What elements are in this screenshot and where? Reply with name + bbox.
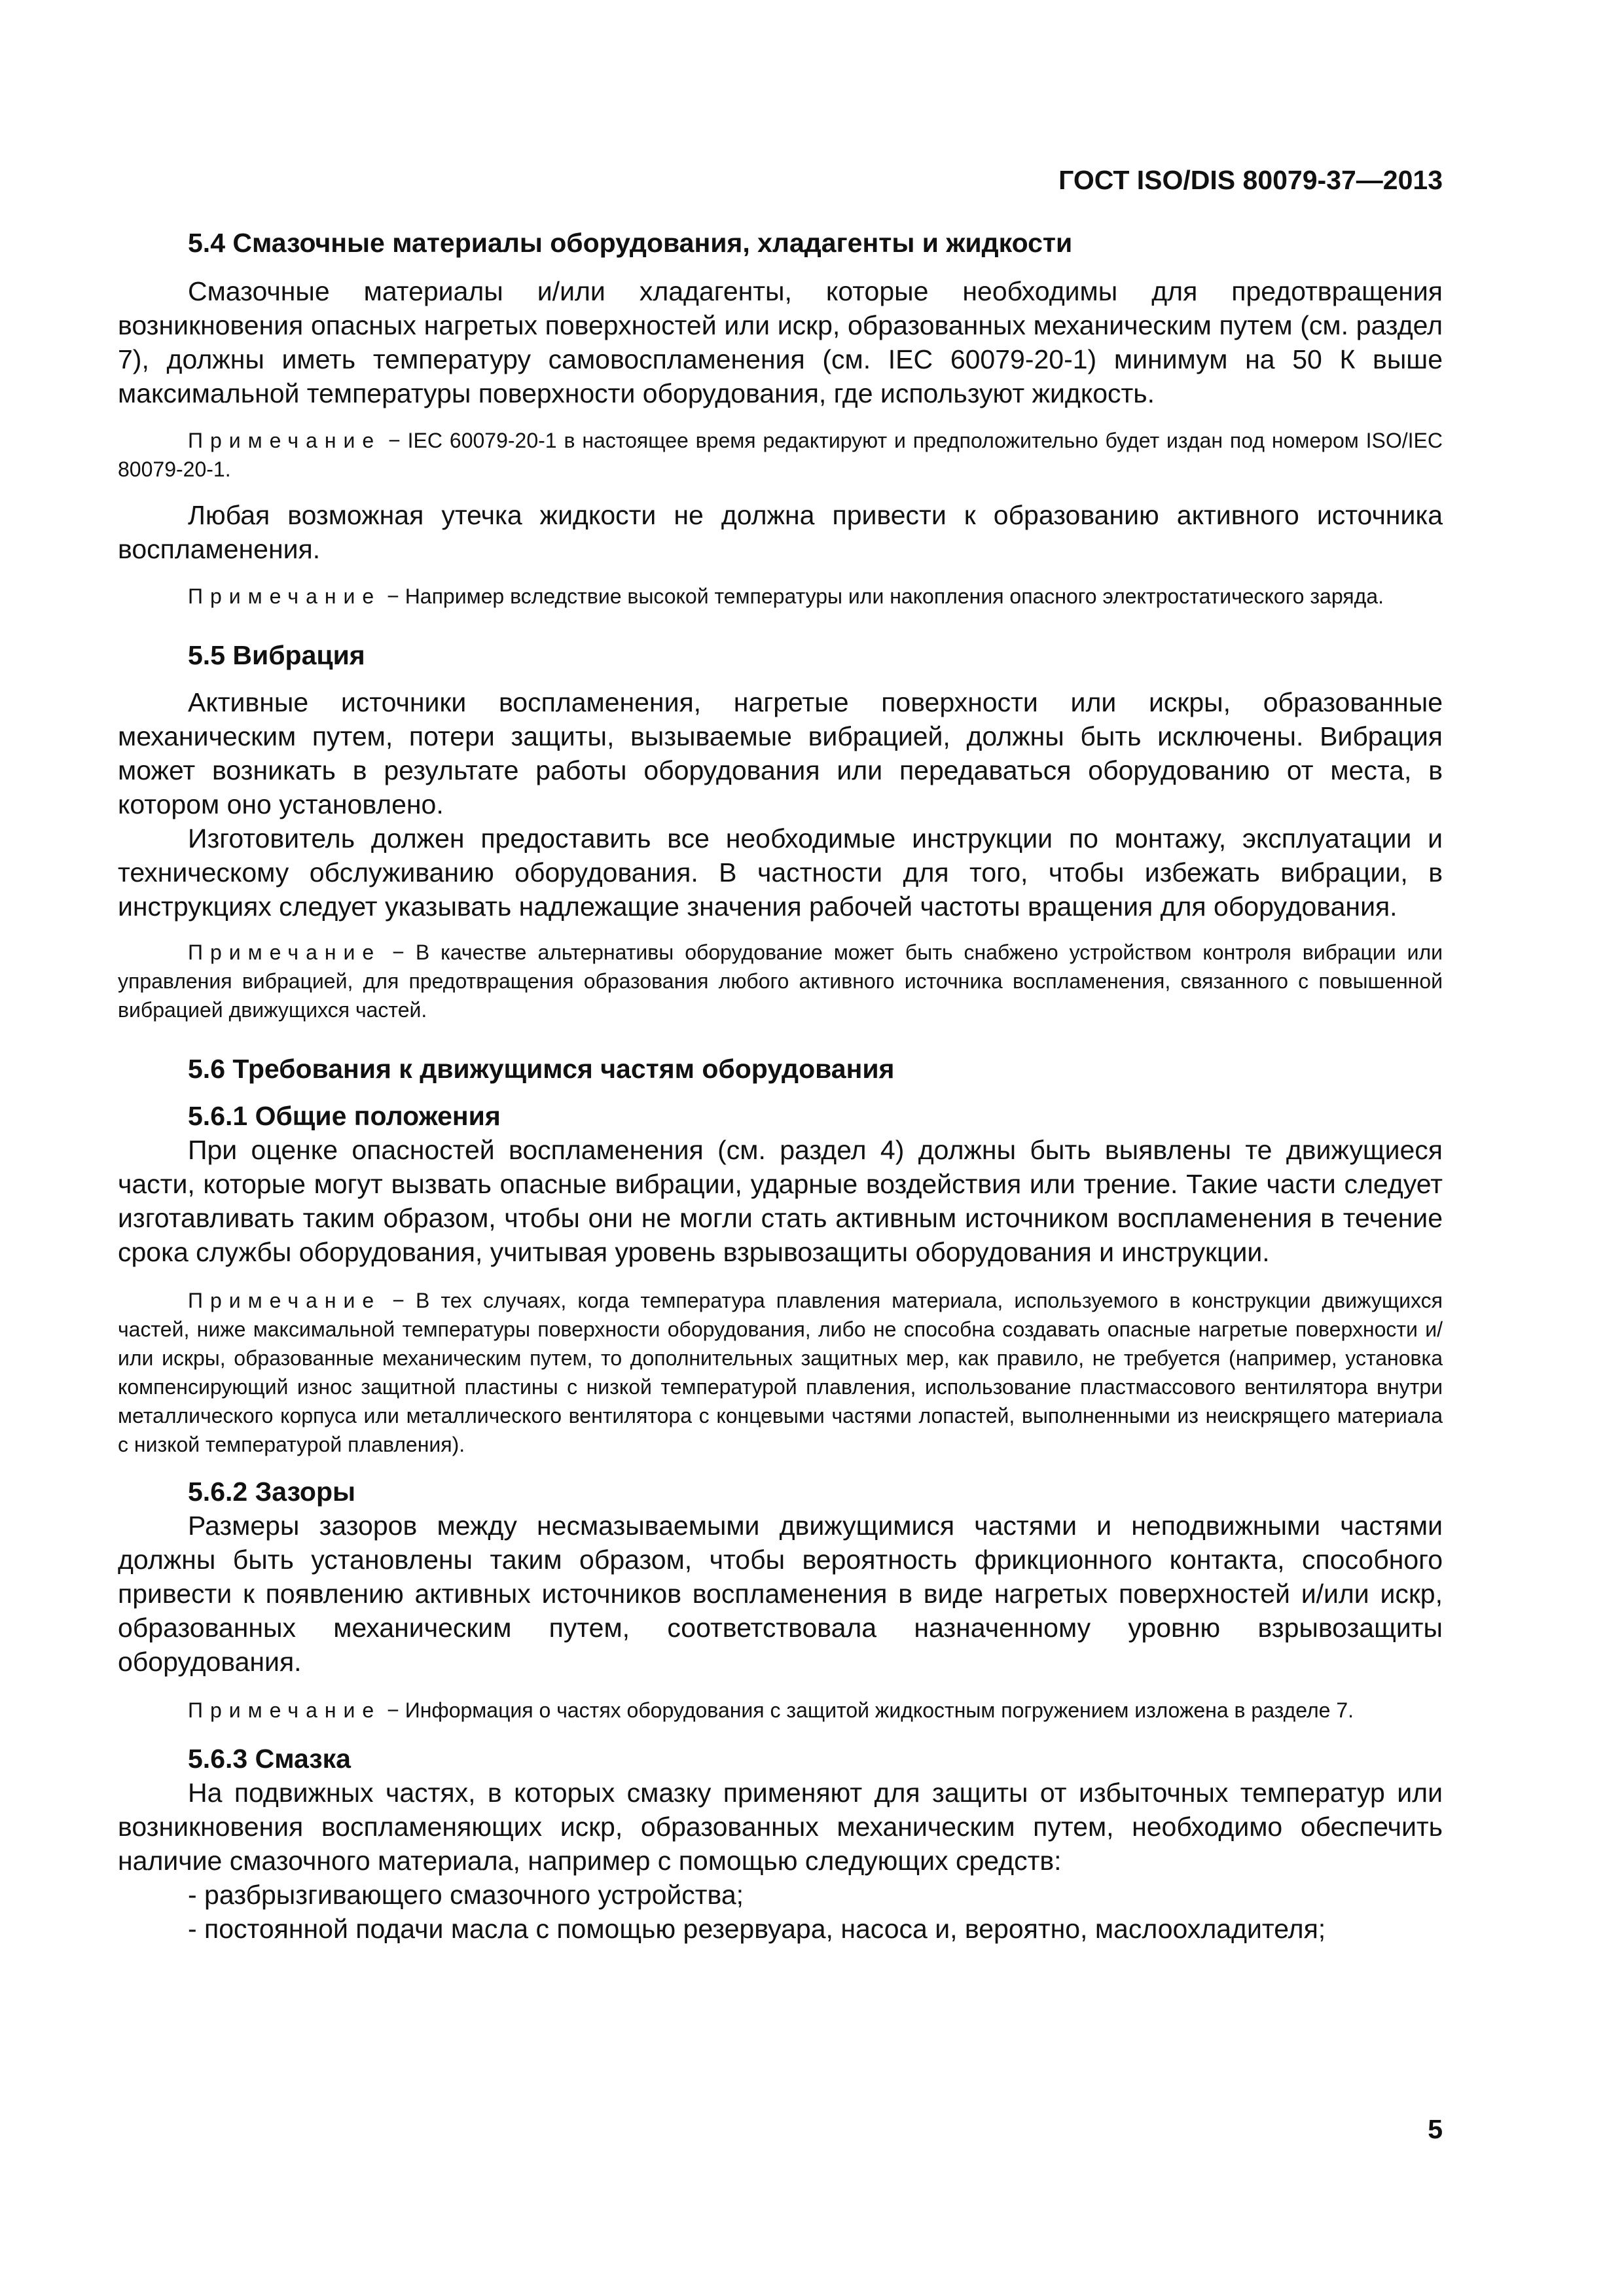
note-label: Примечание [188,1289,382,1312]
document-header: ГОСТ ISO/DIS 80079-37—2013 [1058,165,1443,195]
page-number: 5 [1428,2114,1443,2144]
paragraph: Смазочные материалы и/или хладагенты, которые необходимы для предотвращения возникновения опасных нагретых поверхностей или искр, образованных механическим путем (см. раздел 7), должны иметь температуру самовоспламенения (см. IEC 60079-20-1) минимум на 50 К выше максимальной температуры поверхности оборудования, где используют жидкость. [118,276,1443,408]
note [118,1696,1443,1725]
note-label: Примечание [188,429,382,452]
paragraph: На подвижных частях, в которых смазку применяют для защиты от избыточных температур или возникновения воспламеняющих искр, образованных механическим путем, необходимо обеспечить наличие смазочного материала, например с помощью следующих средств: [118,1778,1443,1876]
paragraph: Любая возможная утечка жидкости не должна привести к образованию активного источника воспламенения. [118,500,1443,564]
note-text: − В качестве альтернативы оборудование может быть снабжено устройством контроля вибрации или управления вибрацией, для предотвращения образования любого активного источника воспламенения, связанного с повышенной вибрацией движущихся частей. [118,941,1443,1022]
note [118,582,1443,611]
paragraph: При оценке опасностей воспламенения (см. раздел 4) должны быть выявлены те движущиеся части, которые могут вызвать опасные вибрации, ударные воздействия или трение. Такие части следует изготавливать таким образом, чтобы они не могли стать активным источником воспламенения в течение срока службы оборудования, учитывая уровень взрывозащиты оборудования и инструкции. [118,1135,1443,1267]
list-item: - постоянной подачи масла с помощью резервуара, насоса и, вероятно, маслоохладителя; [188,1914,1326,1944]
subsection-heading: 5.6.1 Общие положения [188,1101,501,1131]
list-item: - разбрызгивающего смазочного устройства; [188,1880,744,1910]
note [118,1286,1443,1459]
document-body [118,226,1443,1946]
section-heading: 5.6 Требования к движущимся частям оборудования [188,1054,895,1084]
note-text: − IEC 60079-20-1 в настоящее время редактируют и предположительно будет издан под номером ISO/IEC 80079-20-1. [118,429,1443,481]
note [118,426,1443,484]
document-page [118,0,1443,2296]
note-label: Примечание [188,1698,382,1722]
note-text: − В тех случаях, когда температура плавления материала, используемого в конструкции движущихся частей, ниже максимальной температуры поверхности оборудования, либо не способна создавать опасные нагретые поверхности и/или искры, образованные механическим путем, то дополнительных защитных мер, как правило, не требуется (например, установка компенсирующий износ защитной пластины с низкой температурой плавления, использование пластмассового вентилятора внутри металлического корпуса или металлического вентилятора с концевыми частями лопастей, выполненными из неискрящего материала с низкой температурой плавления). [118,1289,1443,1456]
paragraph: Активные источники воспламенения, нагретые поверхности или искры, образованные механическим путем, потери защиты, вызываемые вибрацией, должны быть исключены. Вибрация может возникать в результате работы оборудования или передаваться оборудованию от места, в котором оно установлено. [118,687,1443,819]
paragraph: Изготовитель должен предоставить все необходимые инструкции по монтажу, эксплуатации и техническому обслуживанию оборудования. В частности для того, чтобы избежать вибрации, в инструкциях следует указывать надлежащие значения рабочей частоты вращения для оборудования. [118,823,1443,922]
note-label: Примечание [188,584,382,608]
note-text: − Информация о частях оборудования с защитой жидкостным погружением изложена в разделе 7. [381,1698,1354,1722]
section-heading: 5.4 Смазочные материалы оборудования, хладагенты и жидкости [188,228,1073,258]
section-heading: 5.5 Вибрация [188,640,365,670]
note-text: − Например вследствие высокой температуры или накопления опасного электростатического заряда. [381,584,1384,608]
section-5-6 [118,1052,1443,1946]
subsection-heading: 5.6.2 Зазоры [188,1477,356,1507]
section-5-5 [118,638,1443,1024]
subsection-heading: 5.6.3 Смазка [188,1744,351,1774]
note-label: Примечание [188,941,382,964]
paragraph: Размеры зазоров между несмазываемыми движущимися частями и неподвижными частями должны быть установлены таким образом, чтобы вероятность фрикционного контакта, способного привести к появлению активных источников воспламенения в виде нагретых поверхностей и/или искр, образованных механическим путем, соответствовала назначенному уровню взрывозащиты оборудования. [118,1511,1443,1677]
note [118,938,1443,1024]
section-5-4 [118,226,1443,611]
